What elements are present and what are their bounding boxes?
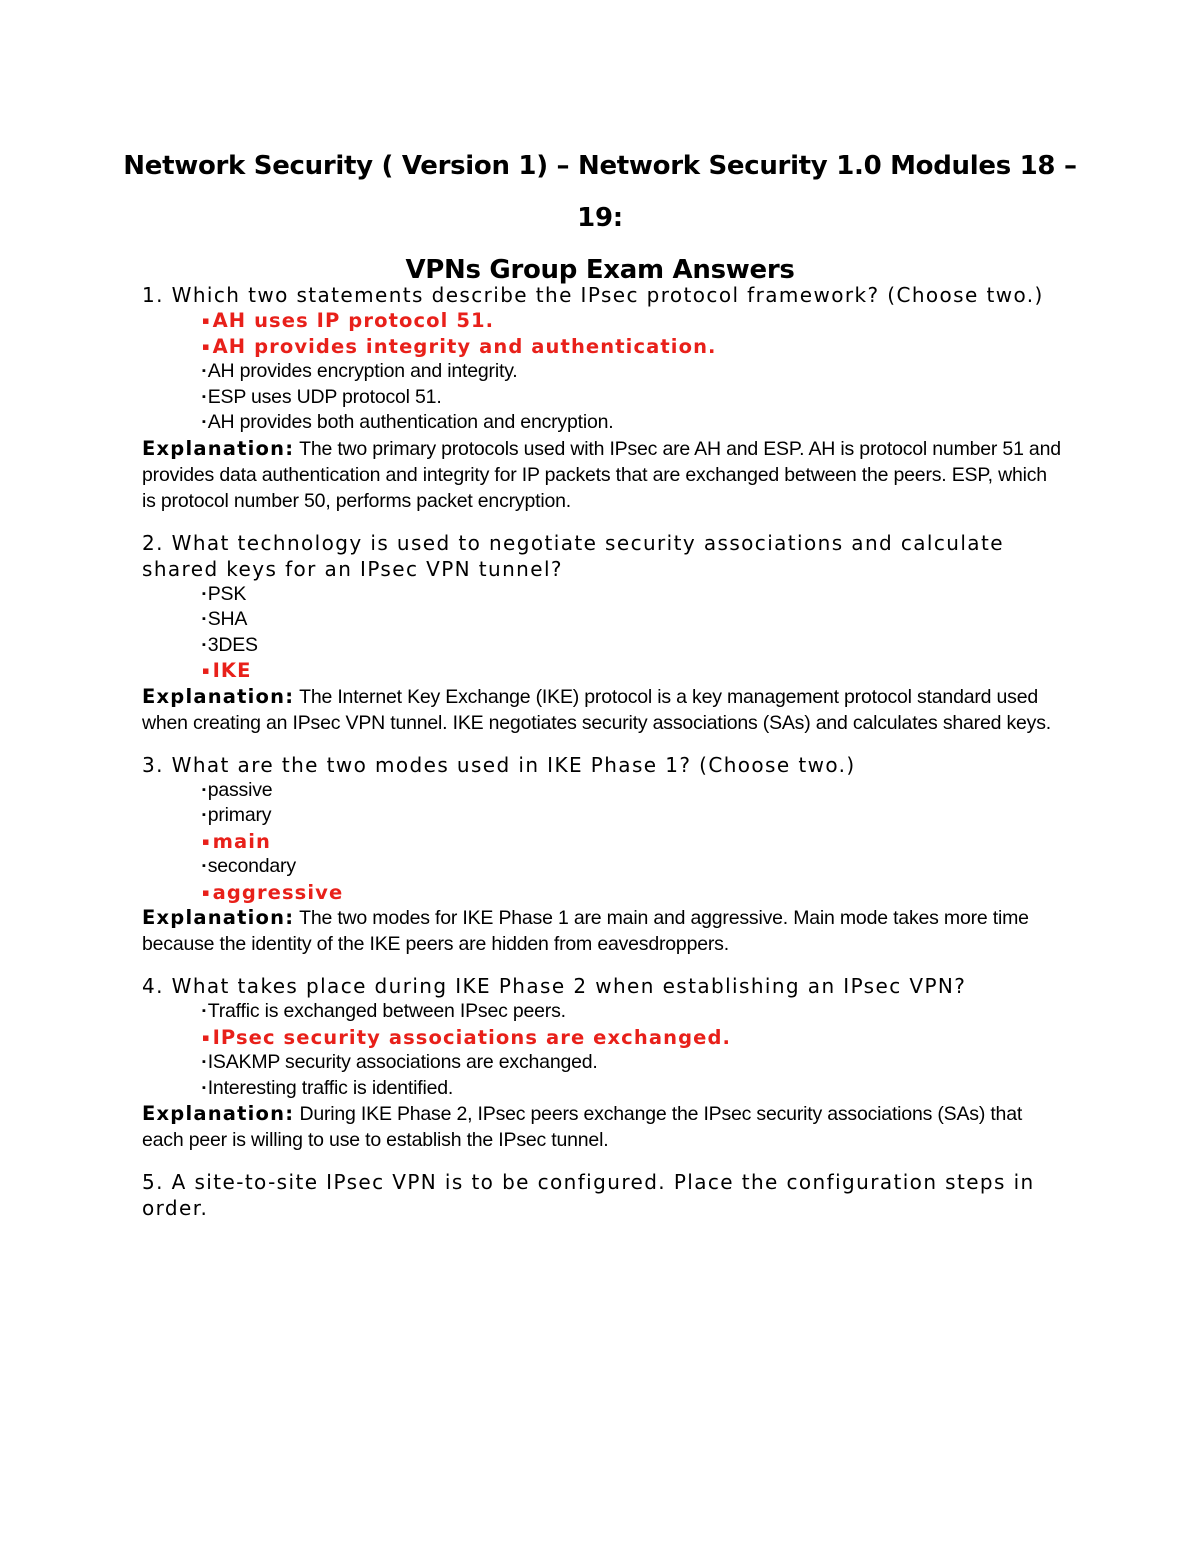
answer-options xyxy=(142,999,1062,1101)
bullet-icon: ▪ xyxy=(202,613,206,625)
questions-list xyxy=(142,282,1062,1237)
answer-option-correct: ▪ aggressive xyxy=(202,880,344,904)
explanation xyxy=(142,684,1062,736)
answer-option: ▪ AH provides both authentication and encryption. xyxy=(202,411,614,433)
bullet-icon: ▪ xyxy=(202,390,206,403)
title-line-2: VPNs Group Exam Answers xyxy=(405,255,795,285)
bullet-icon: ▪ xyxy=(202,1081,206,1094)
question-block-2 xyxy=(142,530,1062,736)
bullet-icon: ▪ xyxy=(202,416,206,428)
bullet-icon: ▪ xyxy=(202,1056,206,1068)
answer-option-correct: ▪ IPsec security associations are exchanged. xyxy=(202,1025,732,1049)
bullet-icon: ▪ xyxy=(202,587,206,600)
bullet-icon: ▪ xyxy=(202,860,206,872)
answer-option-correct: ▪ main xyxy=(202,829,272,853)
bullet-icon: ▪ xyxy=(202,664,211,677)
explanation xyxy=(142,436,1062,514)
explanation xyxy=(142,905,1062,957)
answer-option: ▪ primary xyxy=(202,804,272,826)
answer-option-correct: ▪ AH uses IP protocol 51. xyxy=(202,309,495,332)
bullet-icon: ▪ xyxy=(202,365,206,377)
answer-option: ▪ AH provides encryption and integrity. xyxy=(202,360,518,382)
explanation-text: During IKE Phase 2, IPsec peers exchange the IPsec security associations (SAs) that each peer is willing to use to establish the IPsec tunnel. xyxy=(142,1103,1023,1151)
explanation-text: The two modes for IKE Phase 1 are main and aggressive. Main mode takes more time because the identity of the IKE peers are hidden from eavesdroppers. xyxy=(142,907,1029,955)
bullet-icon: ▪ xyxy=(202,1005,206,1017)
bullet-icon: ▪ xyxy=(202,809,206,821)
bullet-icon: ▪ xyxy=(202,783,206,796)
answer-option: ▪ 3DES xyxy=(202,633,258,656)
explanation-text: The Internet Key Exchange (IKE) protocol is a key management protocol standard used when creating an IPsec VPN tunnel. IKE negotiates security associations (SAs) and calculates shared keys. xyxy=(142,685,1051,734)
question-text: 2. What technology is used to negotiate security associations and calculate shared keys for an IPsec VPN tunnel? xyxy=(142,530,1004,581)
answer-option: ▪ SHA xyxy=(202,608,248,630)
answer-option: ▪ ISAKMP security associations are exchanged. xyxy=(202,1051,598,1073)
explanation xyxy=(142,1101,1062,1153)
answer-option-correct: ▪ AH provides integrity and authentication. xyxy=(202,334,717,358)
bullet-icon: ▪ xyxy=(202,834,211,848)
answer-option: ▪ Traffic is exchanged between IPsec peers. xyxy=(202,1000,566,1022)
answer-option: ▪ ESP uses UDP protocol 51. xyxy=(202,385,442,408)
question-block-3 xyxy=(142,752,1062,958)
question-block-4 xyxy=(142,973,1062,1153)
answer-option: ▪ passive xyxy=(202,778,273,801)
page-title xyxy=(100,140,1100,296)
answer-option: ▪ Interesting traffic is identified. xyxy=(202,1076,454,1099)
explanation-text: The two primary protocols used with IPsec are AH and ESP. AH is protocol number 51 and provides data authentication and integrity for IP packets that are exchanged between the peers. ESP, which is protocol number 50, performs packet encryption. xyxy=(142,437,1061,512)
answer-option: ▪ secondary xyxy=(202,855,296,877)
answer-options xyxy=(142,582,1062,684)
question-text: 3. What are the two modes used in IKE Phase 1? (Choose two.) xyxy=(142,752,856,777)
explanation-label: Explanation: xyxy=(142,436,295,460)
answer-option: ▪ PSK xyxy=(202,582,247,605)
question-text: 4. What takes place during IKE Phase 2 when establishing an IPsec VPN? xyxy=(142,974,967,998)
title-line-1: Network Security ( Version 1) – Network Security 1.0 Modules 18 – 19: xyxy=(123,151,1077,233)
question-block-5 xyxy=(142,1169,1062,1221)
bullet-icon: ▪ xyxy=(202,885,211,899)
answer-option-correct: ▪ IKE xyxy=(202,659,252,682)
explanation-label: Explanation: xyxy=(142,1102,295,1125)
bullet-icon: ▪ xyxy=(202,1030,211,1044)
explanation-label: Explanation: xyxy=(142,906,295,929)
question-text: 1. Which two statements describe the IPsec protocol framework? (Choose two.) xyxy=(142,283,1044,307)
question-block-1 xyxy=(142,282,1062,514)
bullet-icon: ▪ xyxy=(202,638,206,651)
answer-options xyxy=(142,778,1062,906)
bullet-icon: ▪ xyxy=(202,339,211,353)
bullet-icon: ▪ xyxy=(202,314,211,327)
question-text: 5. A site-to-site IPsec VPN is to be configured. Place the configuration steps in order. xyxy=(142,1170,1035,1220)
answer-options xyxy=(142,308,1062,436)
explanation-label: Explanation: xyxy=(142,684,295,708)
